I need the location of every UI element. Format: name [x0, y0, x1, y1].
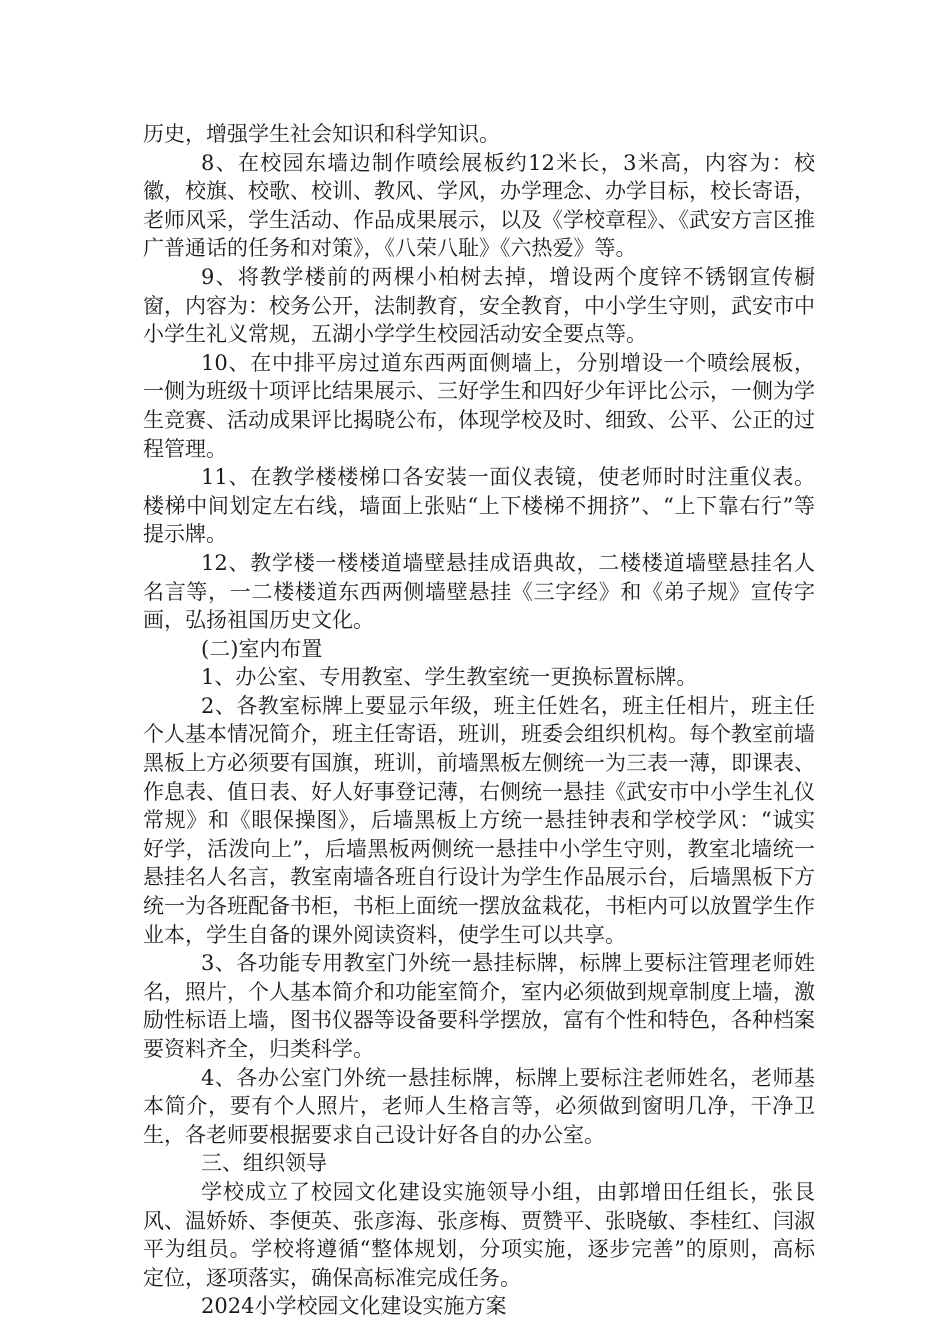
document-body [143, 120, 815, 1321]
paragraph-item-9: 9、将教学楼前的两棵小柏树去掉，增设两个度锌不锈钢宣传橱窗，内容为：校务公开，法制教育，安全教育，中小学生守则，武安市中小学生礼义常规，五湖小学学生校园活动安全要点等。 [143, 264, 815, 347]
paragraph-indoor-item-3: 3、各功能专用教室门外统一悬挂标牌，标牌上要标注管理老师姓名，照片，个人基本简介和功能室简介，室内必须做到规章制度上墙，激励性标语上墙，图书仪器等设备要科学摆放，富有个性和特色，各种档案要资料齐全，归类科学。 [143, 951, 815, 1061]
section-heading-organization: 三、组织领导 [201, 1151, 327, 1176]
section-heading-indoor-layout: (二)室内布置 [201, 636, 323, 661]
paragraph-history-continuation: 历史，增强学生社会知识和科学知识。 [143, 122, 500, 146]
paragraph-item-8: 8、在校园东墙边制作喷绘展板约12米长，3米高，内容为：校徽，校旗、校歌、校训、教风、学风，办学理念、办学目标，校长寄语，老师风采，学生活动、作品成果展示，以及《学校章程》、《武安方言区推广普通话的任务和对策》，《八荣八耻》《六热爱》等。 [143, 150, 815, 261]
paragraph-indoor-item-1: 1、办公室、专用教室、学生教室统一更换标置标牌。 [201, 665, 698, 690]
paragraph-item-10: 10、在中排平房过道东西两面侧墙上，分别增设一个喷绘展板，一侧为班级十项评比结果展示、三好学生和四好少年评比公示，一侧为学生竞赛、活动成果评比揭晓公布，体现学校及时、细致、公平、公正的过程管理。 [143, 350, 815, 461]
document-title-line: 2024小学校园文化建设实施方案 [201, 1294, 507, 1319]
paragraph-item-12: 12、教学楼一楼楼道墙壁悬挂成语典故，二楼楼道墙壁悬挂名人名言等，一二楼楼道东西两侧墙壁悬挂《三字经》和《弟子规》宣传字画，弘扬祖国历史文化。 [143, 550, 815, 633]
paragraph-indoor-item-2: 2、各教室标牌上要显示年级，班主任姓名，班主任相片，班主任个人基本情况简介，班主任寄语，班训，班委会组织机构。每个教室前墙黑板上方必须要有国旗，班训，前墙黑板左侧统一为三表一薄，即课表、作息表、值日表、好人好事登记薄，右侧统一悬挂《武安市中小学生礼仪常规》和《眼保操图》，后墙黑板上方统一悬挂钟表和学校学风：“诚实好学，活泼向上”，后墙黑板两侧统一悬挂中小学生守则，教室北墙统一悬挂名人名言，教室南墙各班自行设计为学生作品展示台，后墙黑板下方统一为各班配备书柜，书柜上面统一摆放盆栽花，书柜内可以放置学生作业本，学生自备的课外阅读资料，使学生可以共享。 [143, 693, 815, 947]
paragraph-item-11: 11、在教学楼楼梯口各安装一面仪表镜，使老师时时注重仪表。楼梯中间划定左右线，墙面上张贴“上下楼梯不拥挤”、“上下靠右行”等提示牌。 [143, 465, 815, 547]
paragraph-organization: 学校成立了校园文化建设实施领导小组，由郭增田任组长，张艮风、温娇娇、李便英、张彦海、张彦梅、贾赞平、张晓敏、李桂红、闫淑平为组员。学校将遵循“整体规划，分项实施，逐步完善”的原则，高标定位，逐项落实，确保高标准完成任务。 [143, 1179, 815, 1290]
paragraph-indoor-item-4: 4、各办公室门外统一悬挂标牌，标牌上要标注老师姓名，老师基本简介，要有个人照片，老师人生格言等，必须做到窗明几净，干净卫生，各老师要根据要求自己设计好各自的办公室。 [143, 1065, 815, 1147]
